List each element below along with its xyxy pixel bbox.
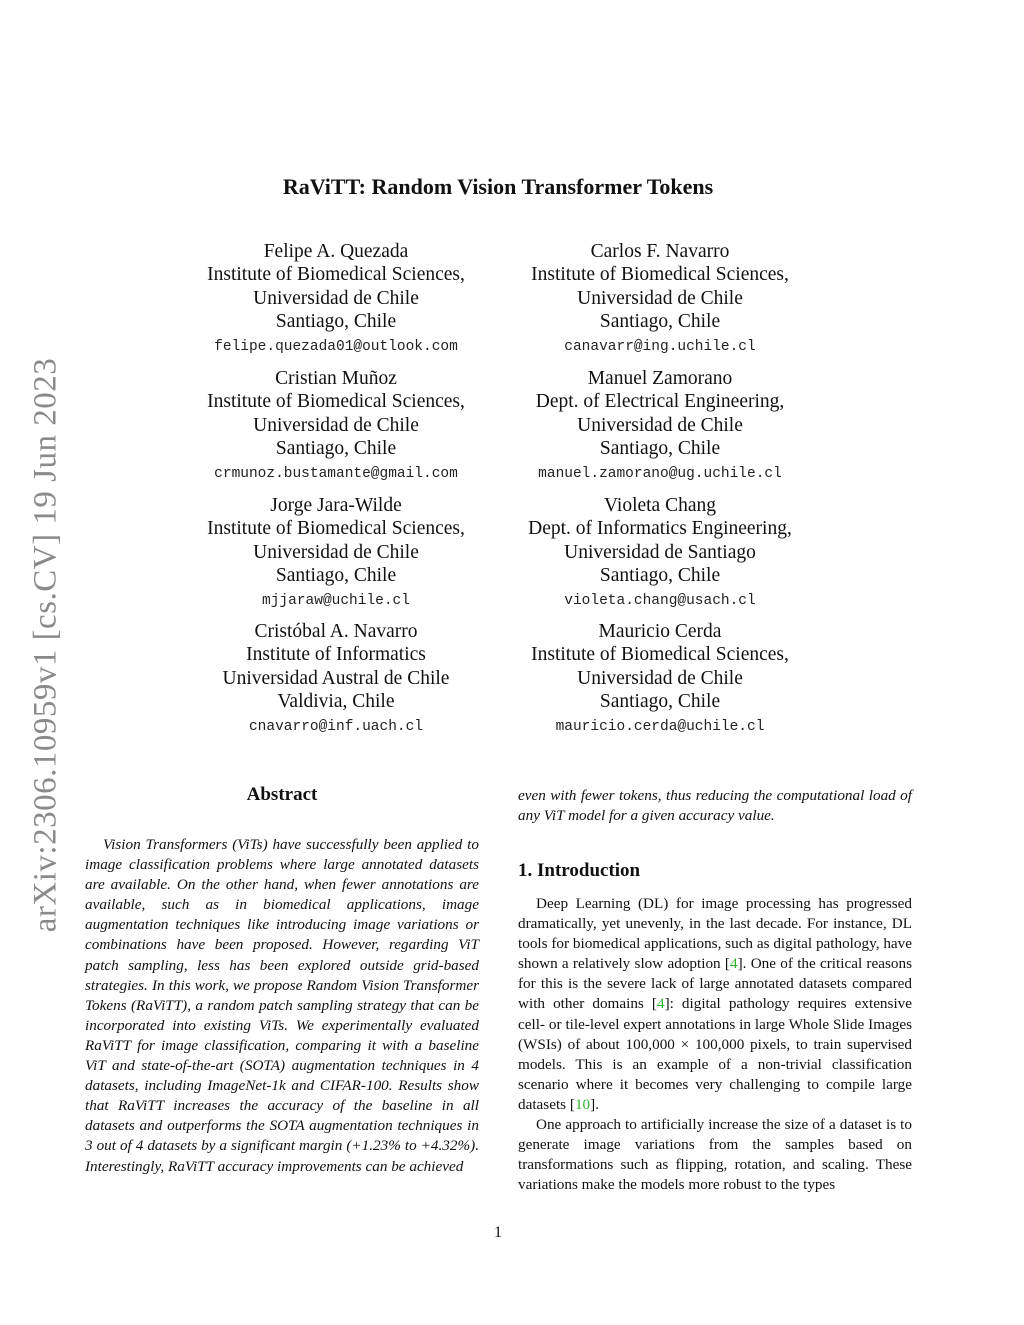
author-affiliation: Universidad de Santiago [564, 541, 756, 563]
author-block [490, 494, 830, 612]
author-affiliation: Universidad Austral de Chile [222, 667, 450, 689]
abstract-text: Vision Transformers (ViTs) have successfully been applied to image classification problems where large annotated datasets are available. On the other hand, when fewer annotations are available, such as in biomedical applications, image augmentation techniques like introducing image variations or combinations have been proposed. However, regarding ViT patch sampling, less has been explored outside grid-based strategies. In this work, we propose Random Vision Transformer Tokens (RaViTT), a random patch sampling strategy that can be incorporated into existing ViTs. We experimentally evaluated RaViTT for image classification, comparing it with a baseline ViT and state-of-the-art (SOTA) augmentation techniques in 4 datasets, including ImageNet-1k and CIFAR-100. Results show that RaViTT increases the accuracy of the baseline in all datasets and outperforms the SOTA augmentation techniques in 3 out of 4 datasets by a significant margin (+1.23% to +4.32%). Interestingly, RaViTT accuracy improvements can be achieved [85, 836, 479, 1175]
author-affiliation: Universidad de Chile [253, 287, 419, 309]
author-name: Violeta Chang [603, 495, 716, 516]
author-name: Carlos F. Navarro [590, 241, 730, 262]
author-affiliation: Institute of Biomedical Sciences, [207, 391, 465, 413]
author-affiliation: Universidad de Chile [253, 541, 419, 563]
author-block [166, 240, 506, 358]
page-number: 1 [494, 1224, 502, 1241]
author-location: Santiago, Chile [599, 564, 721, 586]
abstract-text-continued: even with fewer tokens, thus reducing the computational load of any ViT model for a given accuracy value. [518, 787, 912, 825]
author-location: Valdivia, Chile [277, 690, 395, 712]
author-block [166, 620, 506, 738]
author-affiliation: Universidad de Chile [253, 414, 419, 436]
intro-text: ]. [590, 1095, 599, 1113]
author-affiliation: Institute of Biomedical Sciences, [531, 644, 789, 666]
author-name: Mauricio Cerda [598, 621, 722, 642]
author-affiliation: Universidad de Chile [577, 667, 743, 689]
author-email[interactable]: cnavarro@inf.uach.cl [248, 719, 424, 736]
author-affiliation: Dept. of Electrical Engineering, [535, 391, 785, 413]
author-email[interactable]: mauricio.cerda@uchile.cl [555, 719, 765, 736]
citation-link[interactable]: 4 [729, 955, 738, 973]
author-location: Santiago, Chile [275, 437, 397, 459]
author-affiliation: Universidad de Chile [577, 414, 743, 436]
section-heading-introduction: 1. Introduction [518, 860, 641, 881]
author-affiliation: Institute of Biomedical Sciences, [207, 264, 465, 286]
citation-link[interactable]: 10 [574, 1095, 591, 1113]
author-block [490, 620, 830, 738]
intro-text: ]. One of the critical reasons for this is the severe lack of large annotated datasets compared with other domains [ [518, 955, 912, 1013]
author-email[interactable]: mjjaraw@uchile.cl [262, 593, 410, 610]
abstract-heading: Abstract [246, 784, 318, 805]
author-location: Santiago, Chile [275, 310, 397, 332]
author-name: Cristóbal A. Navarro [254, 621, 418, 642]
author-affiliation: Institute of Informatics [246, 644, 426, 666]
author-email[interactable]: felipe.quezada01@outlook.com [214, 339, 458, 356]
author-email[interactable]: canavarr@ing.uchile.cl [564, 339, 756, 356]
intro-text: ]: digital pathology requires extensive cell- or tile-level expert annotations in large Whole Slide Images (WSIs) of about 100,000 × 100,000 pixels, to train supervised models. This is an example of a non-trivial classification scenario where it becomes very challenging to compile large datasets [ [518, 995, 912, 1113]
author-affiliation: Institute of Biomedical Sciences, [531, 264, 789, 286]
author-name: Manuel Zamorano [587, 368, 733, 389]
author-email[interactable]: crmunoz.bustamante@gmail.com [214, 466, 458, 483]
author-location: Santiago, Chile [599, 310, 721, 332]
paper-title: RaViTT: Random Vision Transformer Tokens [282, 174, 714, 199]
author-affiliation: Universidad de Chile [577, 287, 743, 309]
author-name: Cristian Muñoz [275, 368, 397, 389]
author-block [166, 494, 506, 612]
author-affiliation: Institute of Biomedical Sciences, [207, 518, 465, 540]
author-affiliation: Dept. of Informatics Engineering, [528, 518, 792, 540]
author-location: Santiago, Chile [599, 437, 721, 459]
author-name: Felipe A. Quezada [263, 241, 409, 262]
author-block [490, 240, 830, 358]
intro-paragraph [518, 894, 912, 1115]
author-email[interactable]: violeta.chang@usach.cl [564, 593, 756, 610]
intro-text: Deep Learning (DL) for image processing has progressed dramatically, yet unevenly, in the last decade. For instance, DL tools for biomedical applications, such as digital pathology, have shown a relatively slow adoption [ [518, 895, 912, 973]
author-location: Santiago, Chile [275, 564, 397, 586]
author-email[interactable]: manuel.zamorano@ug.uchile.cl [538, 466, 782, 483]
author-name: Jorge Jara-Wilde [270, 495, 402, 516]
citation-link[interactable]: 4 [656, 995, 665, 1013]
author-location: Santiago, Chile [599, 690, 721, 712]
author-block [490, 367, 830, 485]
arxiv-identifier-stamp: arXiv:2306.10959v1 [cs.CV] 19 Jun 2023 [27, 357, 64, 933]
intro-paragraph: One approach to artificially increase the size of a dataset is to generate image variations from the samples based on transformations such as flipping, rotation, and scaling. These variations make the models more robust to the types [518, 1116, 912, 1194]
author-block [166, 367, 506, 485]
